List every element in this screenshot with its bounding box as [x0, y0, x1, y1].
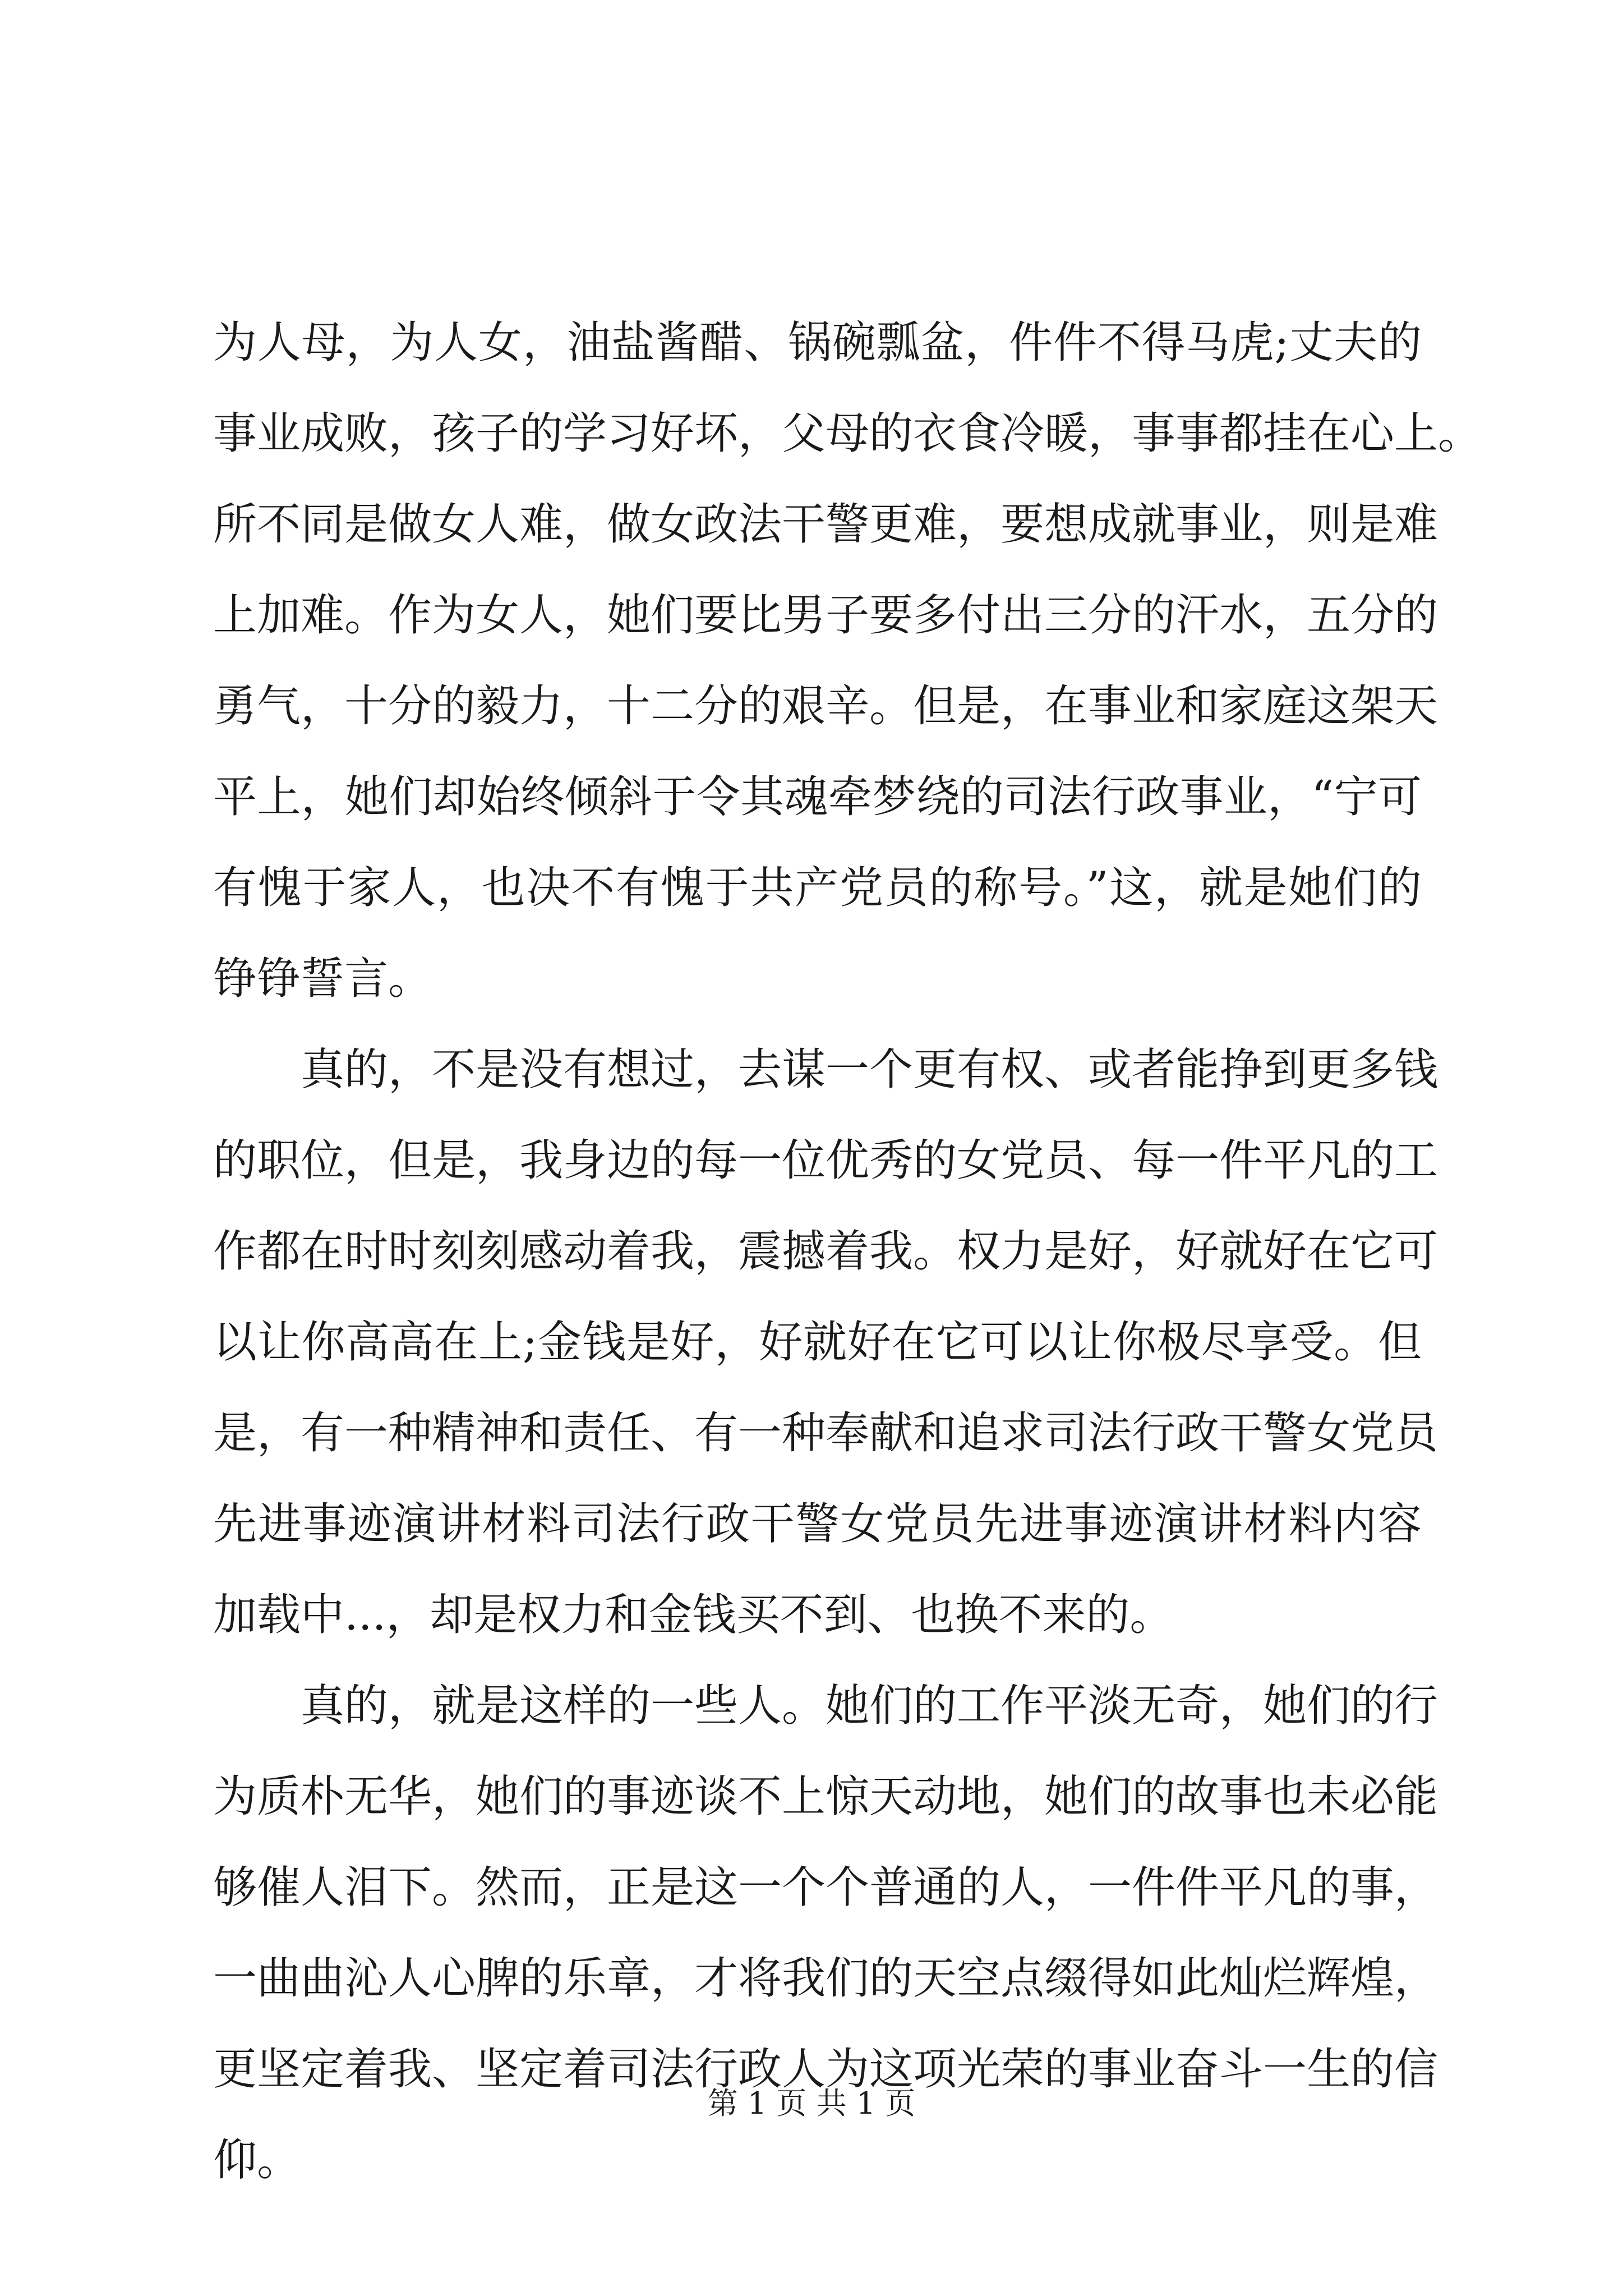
text-line: 一曲曲沁人心脾的乐章，才将我们的天空点缀得如此灿烂辉煌， [213, 1953, 1438, 2004]
text-line: 的职位，但是，我身边的每一位优秀的女党员、每一件平凡的工 [213, 1135, 1438, 1186]
text-line: 上加难。作为女人，她们要比男子要多付出三分的汗水，五分的 [213, 590, 1438, 641]
text-line: 以让你高高在上;金钱是好，好就好在它可以让你极尽享受。但 [213, 1317, 1422, 1368]
text-line: 够催人泪下。然而，正是这一个个普通的人，一件件平凡的事， [213, 1862, 1438, 1913]
text-line: 更坚定着我、坚定着司法行政人为这项光荣的事业奋斗一生的信 [213, 2044, 1438, 2095]
document-body [213, 297, 1482, 2206]
text-line: 平上，她们却始终倾斜于令其魂牵梦绕的司法行政事业，“宁可 [213, 772, 1422, 822]
text-line: 勇气，十分的毅力，十二分的艰辛。但是，在事业和家庭这架天 [213, 681, 1438, 731]
text-line: 有愧于家人，也决不有愧于共产党员的称号。”这，就是她们的 [213, 863, 1422, 913]
text-line: 作都在时时刻刻感动着我，震撼着我。权力是好，好就好在它可 [213, 1226, 1438, 1277]
text-line: 真的，就是这样的一些人。她们的工作平淡无奇，她们的行 [301, 1681, 1438, 1731]
paragraph-1 [213, 297, 1482, 1024]
text-line: 所不同是做女人难，做女政法干警更难，要想成就事业，则是难 [213, 499, 1438, 550]
text-line: 事业成败，孩子的学习好坏，父母的衣食冷暖，事事都挂在心上。 [213, 408, 1482, 459]
page-number: 第 1 页 共 1 页 [707, 2086, 916, 2121]
text-line: 为质朴无华，她们的事迹谈不上惊天动地，她们的故事也未必能 [213, 1772, 1438, 1822]
text-line: 为人母，为人女，油盐酱醋、锅碗瓢盆，件件不得马虎;丈夫的 [213, 318, 1422, 368]
page-footer [0, 2084, 1623, 2123]
text-line: 铮铮誓言。 [213, 954, 432, 1004]
text-line: 仰。 [213, 2135, 301, 2185]
text-line: 先进事迹演讲材料司法行政干警女党员先进事迹演讲材料内容 [213, 1499, 1422, 1549]
paragraph-3 [213, 1660, 1438, 2206]
text-line: 加载中...，却是权力和金钱买不到、也换不来的。 [213, 1590, 1174, 1640]
text-line: 是，有一种精神和责任、有一种奉献和追求司法行政干警女党员 [213, 1408, 1438, 1458]
paragraph-2 [213, 1024, 1438, 1660]
text-line: 真的，不是没有想过，去谋一个更有权、或者能挣到更多钱 [301, 1045, 1438, 1095]
